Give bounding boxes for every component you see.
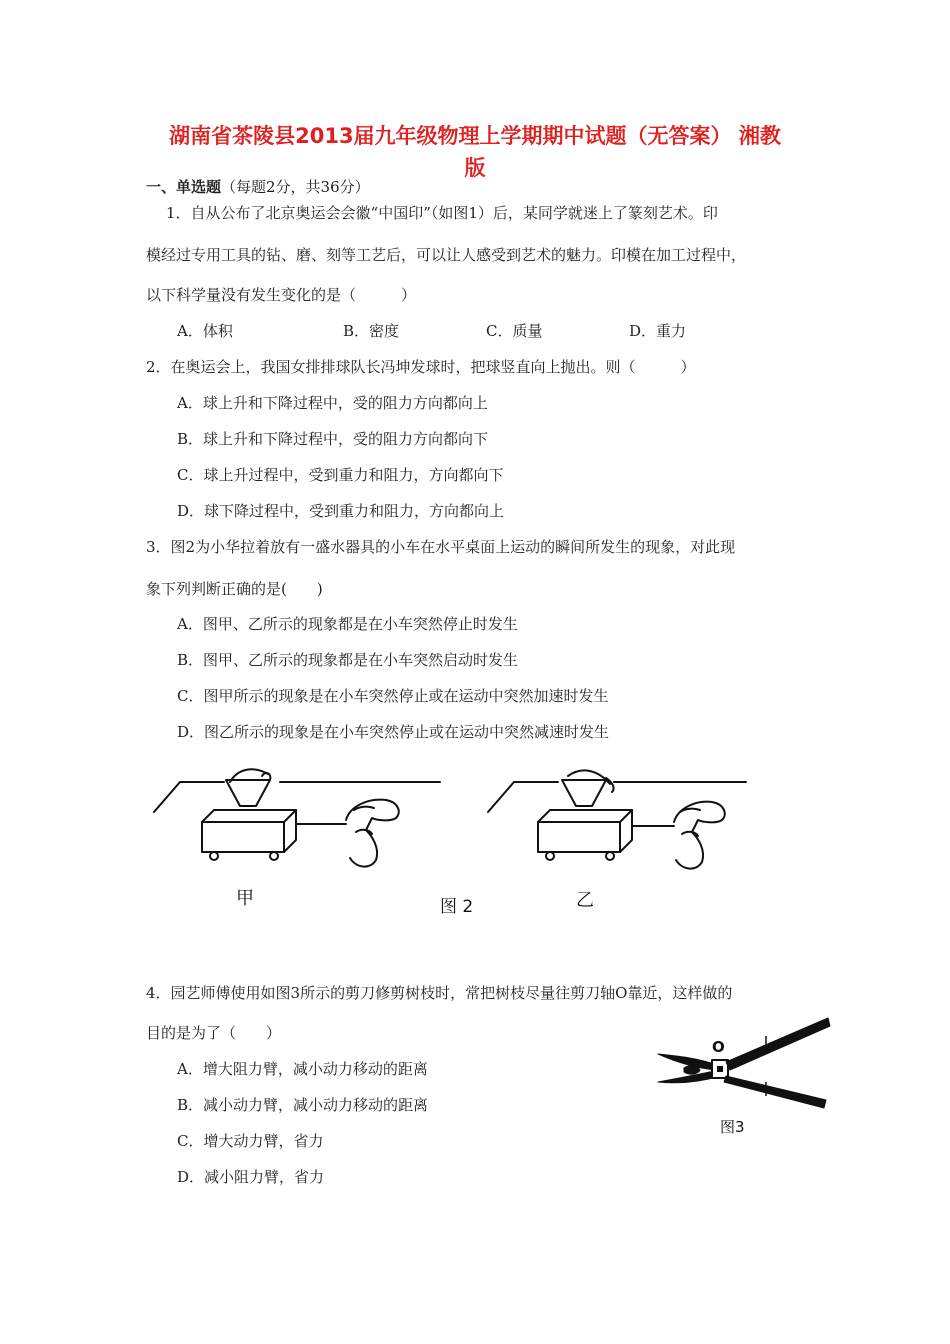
bowl-left bbox=[226, 780, 270, 806]
q1-option-c: C．质量 bbox=[486, 322, 543, 340]
bowl-right bbox=[562, 780, 606, 806]
q4-option-a: A．增大阻力臂，减小动力移动的距离 bbox=[177, 1060, 428, 1078]
q1-line-2: 模经过专用工具的钻、磨、刻等工艺后，可以让人感受到艺术的魅力。印模在加工过程中， bbox=[146, 246, 747, 264]
title-line-2: 版 bbox=[464, 156, 486, 180]
q3-option-b: B．图甲、乙所示的现象都是在小车突然启动时发生 bbox=[177, 651, 519, 669]
page-title bbox=[140, 120, 810, 184]
figure-2-caption: 图 2 bbox=[440, 897, 474, 917]
cart-right-top bbox=[538, 810, 632, 852]
figure-2-left-label: 甲 bbox=[236, 888, 254, 909]
q2-line-1: 2．在奥运会上，我国女排排球队长冯坤发球时，把球竖直向上抛出。则（ ） bbox=[146, 358, 696, 376]
cart-left-top bbox=[202, 810, 296, 852]
shears-blade-gap bbox=[684, 1066, 700, 1074]
q3-option-c: C．图甲所示的现象是在小车突然停止或在运动中突然加速时发生 bbox=[177, 687, 609, 705]
water-right bbox=[568, 770, 610, 784]
shears-lower-handle bbox=[724, 1076, 826, 1108]
table-right-edge bbox=[488, 782, 558, 812]
q4-line-1: 4．园艺师傅使用如图3所示的剪刀修剪树枝时，常把树枝尽量往剪刀轴O靠近，这样做的 bbox=[146, 984, 733, 1002]
title-line-1: 湖南省茶陵县2013届九年级物理上学期期中试题（无答案） 湘教 bbox=[169, 124, 781, 148]
figure-3-pivot-label: O bbox=[712, 1038, 725, 1056]
q3-option-d: D．图乙所示的现象是在小车突然停止或在运动中突然减速时发生 bbox=[177, 723, 610, 741]
table-left-edge bbox=[154, 782, 224, 812]
cart-right-front bbox=[538, 822, 620, 852]
figure-2-image bbox=[150, 760, 750, 920]
q2-option-a: A．球上升和下降过程中，受的阻力方向都向上 bbox=[177, 394, 488, 412]
q1-option-d: D．重力 bbox=[629, 322, 687, 340]
q4-option-d: D．减小阻力臂，省力 bbox=[177, 1168, 325, 1186]
q4-option-b: B．减小动力臂，减小动力移动的距离 bbox=[177, 1096, 429, 1114]
q1-option-b: B．密度 bbox=[343, 322, 400, 340]
q1-line-3: 以下科学量没有发生变化的是（ ） bbox=[146, 286, 417, 304]
figure-2-right-label: 乙 bbox=[576, 890, 594, 911]
q4-option-c: C．增大动力臂，省力 bbox=[177, 1132, 324, 1150]
cart-right-wheel bbox=[546, 852, 554, 860]
figure-3-image bbox=[654, 1012, 834, 1142]
shears-upper-handle bbox=[726, 1018, 830, 1070]
q3-line-1: 3．图2为小华拉着放有一盛水器具的小车在水平桌面上运动的瞬间所发生的现象，对此现 bbox=[146, 538, 736, 556]
q2-option-c: C．球上升过程中，受到重力和阻力，方向都向下 bbox=[177, 466, 504, 484]
cart-left-wheel bbox=[270, 852, 278, 860]
q4-line-2: 目的是为了（ ） bbox=[146, 1024, 282, 1042]
figure-3-caption: 图3 bbox=[720, 1118, 745, 1136]
cart-left-front bbox=[202, 822, 284, 852]
section-heading-label: 一、单选题 bbox=[146, 178, 222, 196]
q2-option-b: B．球上升和下降过程中，受的阻力方向都向下 bbox=[177, 430, 489, 448]
q1-line-1: 1．自从公布了北京奥运会会徽“中国印”（如图1）后，某同学就迷上了篆刻艺术。印 bbox=[166, 204, 718, 222]
section-heading bbox=[146, 176, 370, 197]
q2-option-d: D．球下降过程中，受到重力和阻力，方向都向上 bbox=[177, 502, 505, 520]
section-heading-note: （每题2分，共36分） bbox=[221, 178, 370, 196]
cart-left-wheel bbox=[210, 852, 218, 860]
q1-option-a: A．体积 bbox=[177, 322, 233, 340]
q3-option-a: A．图甲、乙所示的现象都是在小车突然停止时发生 bbox=[177, 615, 518, 633]
cart-right-wheel bbox=[606, 852, 614, 860]
q3-line-2: 象下列判断正确的是( ) bbox=[146, 580, 323, 598]
